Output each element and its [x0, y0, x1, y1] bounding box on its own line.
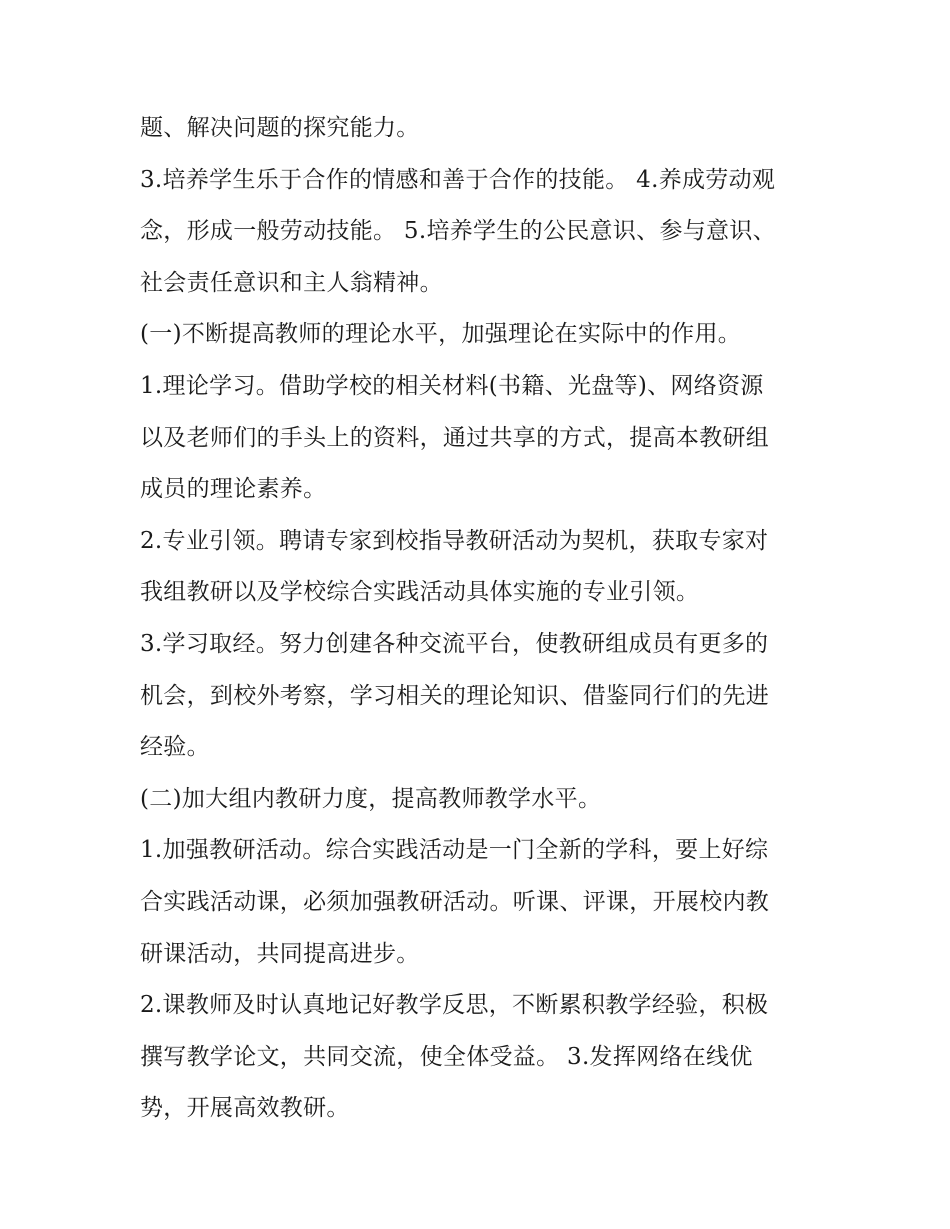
section-heading-1: (一)不断提高教师的理论水平，加强理论在实际中的作用。: [140, 321, 742, 348]
text-line-7: 以及老师们的手头上的资料，通过共享的方式，提高本教研组: [140, 424, 770, 451]
document-body: [140, 103, 820, 1135]
text-line-4: 社会责任意识和主人翁精神。: [140, 269, 443, 296]
section-heading-2: (二)加大组内教研力度，提高教师教学水平。: [140, 785, 602, 812]
text-line-3: 念，形成一般劳动技能。 5.培养学生的公民意识、参与意识、: [140, 218, 776, 245]
text-line-9: 2.专业引领。聘请专家到校指导教研活动为契机，获取专家对: [140, 527, 769, 554]
text-line-19: 撰写教学论文，共同交流，使全体受益。 3.发挥网络在线优: [140, 1043, 753, 1070]
text-line-12: 机会，到校外考察，学习相关的理论知识、借鉴同行们的先进: [140, 682, 770, 709]
text-line-11: 3.学习取经。努力创建各种交流平台，使教研组成员有更多的: [140, 630, 769, 657]
text-line-8: 成员的理论素养。: [140, 476, 327, 503]
text-line-1: 题、解决问题的探究能力。: [140, 115, 420, 141]
text-line-17: 研课活动，共同提高进步。: [140, 940, 420, 967]
text-line-16: 合实践活动课，必须加强教研活动。听课、评课，开展校内教: [140, 888, 770, 915]
text-line-6: 1.理论学习。借助学校的相关材料(书籍、光盘等)、网络资源: [140, 372, 764, 399]
text-line-15: 1.加强教研活动。综合实践活动是一门全新的学科，要上好综: [140, 837, 769, 864]
text-line-20: 势，开展高效教研。: [140, 1095, 350, 1122]
text-line-10: 我组教研以及学校综合实践活动具体实施的专业引领。: [140, 579, 700, 606]
text-line-18: 2.课教师及时认真地记好教学反思，不断累积教学经验，积极: [140, 992, 769, 1019]
text-line-2: 3.培养学生乐于合作的情感和善于合作的技能。 4.养成劳动观: [140, 166, 776, 193]
text-line-13: 经验。: [140, 734, 210, 761]
